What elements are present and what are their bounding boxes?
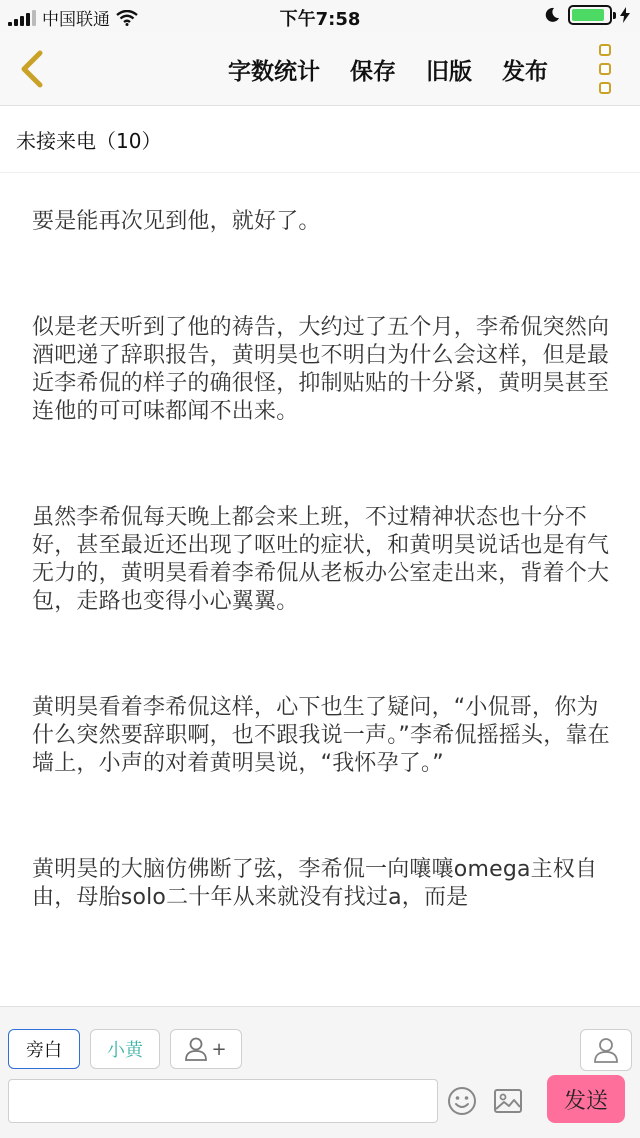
person-icon [594,1037,618,1063]
old-version-button[interactable]: 旧版 [426,58,472,85]
save-button[interactable]: 保存 [350,58,396,85]
carrier-label: 中国联通 [42,10,110,30]
bottom-toolbar [0,1006,640,1138]
chapter-title[interactable]: 未接来电（10） [0,107,640,173]
charging-icon [620,7,630,23]
more-vertical-icon[interactable] [594,44,616,94]
battery-icon [568,5,612,25]
message-input[interactable] [8,1079,438,1123]
profile-button[interactable] [580,1029,632,1071]
paragraph: 似是老天听到了他的祷告，大约过了五个月，李希侃突然向酒吧递了辞职报告，黄明昊也不明白为什么会这样，但是最近李希侃的样子的确很怪，抑制贴贴的十分紧，黄明昊甚至连他的可可味都闻不出来。 [32,315,610,424]
paragraph: 要是能再次见到他，就好了。 [32,209,321,234]
status-time: 下午7:58 [279,9,361,30]
status-bar [0,0,640,32]
add-person-icon [185,1037,207,1061]
smiley-icon[interactable] [446,1085,478,1117]
add-role-plus: + [211,1038,227,1060]
send-button[interactable]: 发送 [547,1075,625,1123]
role-chip-xiaohuang[interactable]: 小黄 [90,1029,160,1069]
story-content[interactable] [0,174,640,1006]
image-icon[interactable] [492,1085,524,1117]
nav-bar [0,32,640,106]
publish-button[interactable]: 发布 [502,58,548,85]
role-chip-narrator[interactable]: 旁白 [8,1029,80,1069]
paragraph: 黄明昊的大脑仿佛断了弦，李希侃一向嚷嚷omega主权自由，母胎solo二十年从来就没有找过a，而是 [32,857,598,910]
back-button[interactable] [12,46,52,92]
battery-level [572,9,604,21]
paragraph: 虽然李希侃每天晚上都会来上班，不过精神状态也十分不好，甚至最近还出现了呕吐的症状，和黄明昊说话也是有气无力的，黄明昊看着李希侃从老板办公室走出来，背着个大包，走路也变得小心翼翼。 [32,505,610,614]
moon-icon [544,7,560,23]
word-count-button[interactable]: 字数统计 [228,58,320,85]
status-right [544,5,630,25]
paragraph: 黄明昊看着李希侃这样，心下也生了疑问，“小侃哥，你为什么突然要辞职啊，也不跟我说一声。”李希侃摇摇头，靠在墙上，小声的对着黄明昊说，“我怀孕了。” [32,695,610,776]
add-role-button[interactable] [170,1029,242,1069]
nav-actions [228,32,548,106]
role-selector [8,1029,242,1069]
chevron-left-icon [18,49,46,89]
